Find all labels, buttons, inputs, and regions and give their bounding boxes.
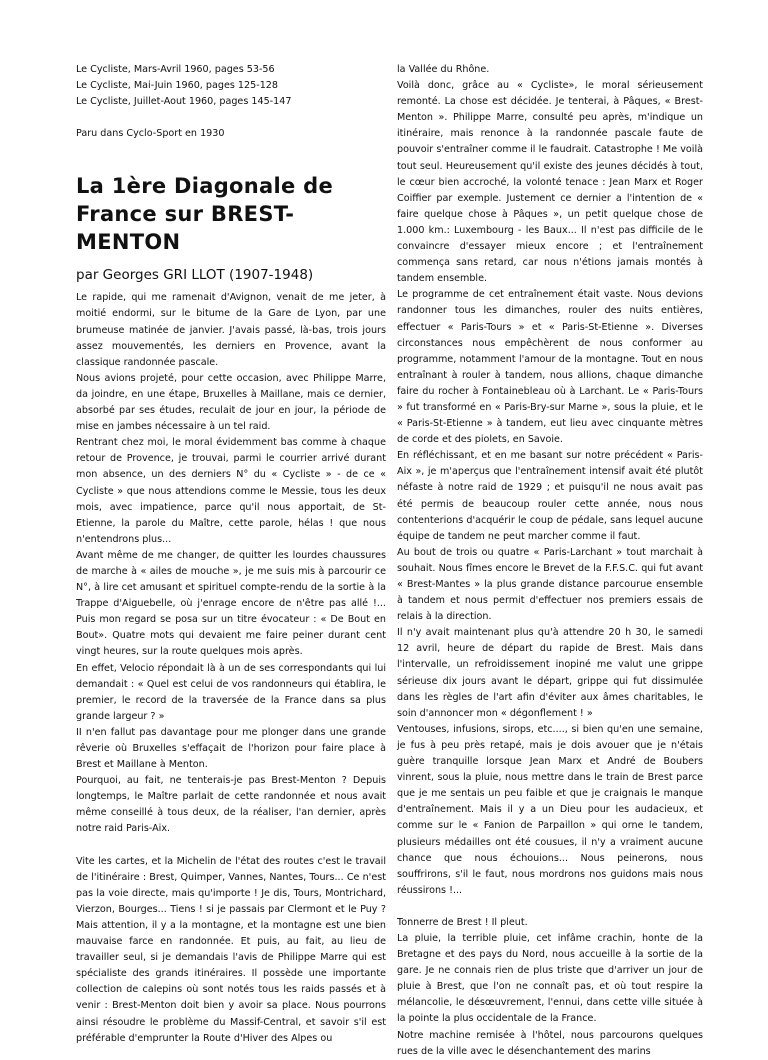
source-list [76, 62, 386, 110]
paragraph: La pluie, la terrible pluie, cet infâme crachin, honte de la Bretagne et des pays du Nord, nous accueille à la sortie de la gare. Je ne connais rien de plus triste que d'arriver un jour de pluie à Brest, que l'on ne connaît pas, et où tout respire la mélancolie, le désœuvrement, l'ennui, dans cette ville située à la pointe la plus occidentale de la France. [397, 932, 703, 1025]
left-column [76, 62, 386, 1047]
paragraph: Vite les cartes, et la Michelin de l'état des routes c'est le travail de l'itinéraire : Brest, Quimper, Vannes, Nantes, Tours... Ce n'est pas la voie directe, mais qu'importe ! Je dis, Tours, Montrichard, Vierzon, Bourges... Tiens ! si je passais par Clermont et le Puy ? Mais attention, il y a la montagne, et la montagne est une bien mauvaise farce en randonnée. Et puis, au fait, au lieu de travailler seul, si je demandais l'avis de Philippe Marre qui est spécialiste des grands itinéraires. Il possède une importante collection de calepins où sont notés tous les raids passés et à venir : Brest-Menton doit bien y avoir sa place. Nous pourrons ainsi résoudre le problème du Massif-Central, et savoir s'il est préférable d'emprunter la Route d'Hiver des Alpes ou [76, 855, 386, 1044]
source-line: Le Cycliste, Juillet-Aout 1960, pages 145-147 [76, 96, 292, 108]
paragraph: Le programme de cet entraînement était vaste. Nous devions randonner tous les dimanches, rouler des nuits entières, effectuer « Paris-Tours » et « Paris-St-Etienne ». Diverses circonstances nous empêchèrent de nous conformer au programme, notamment l'amour de la montagne. Tout en nous entraînant à rouler à tandem, nous allions, chaque dimanche faire du rocher à Fontainebleau où à Larchant. Le « Paris-Tours » fut transformé en « Paris-Bry-sur Marne », sous la pluie, et le « Paris-St-Etienne » à tandem, eut lieu avec cinquante mètres de corde et des piolets, en Savoie. [397, 289, 703, 446]
paragraph: En effet, Velocio répondait là à un de ses correspondants qui lui demandait : « Quel est celui de vos randonneurs qui établira, le premier, le record de la traversée de la France dans sa plus grande largeur ? » [76, 662, 386, 722]
paragraph: Au bout de trois ou quatre « Paris-Larchant » tout marchait à souhait. Nous fîmes encore le Brevet de la F.F.S.C. qui fut avant « Brest-Mantes » la plus grande distance parcourue ensemble à tandem et nous permit d'effectuer nos premiers essais de relais à la direction. [397, 546, 703, 623]
publication-note: Paru dans Cyclo-Sport en 1930 [76, 128, 225, 140]
paragraph: la Vallée du Rhône. [397, 64, 490, 75]
paragraph: Pourquoi, au fait, ne tenterais-je pas Brest-Menton ? Depuis longtemps, le Maître parlait de cette randonnée et nous avait même conseillé à tous deux, de la réaliser, l'an dernier, après notre raid Paris-Aix. [76, 775, 386, 835]
source-line: Le Cycliste, Mars-Avril 1960, pages 53-56 [76, 64, 275, 75]
paragraph: Ventouses, infusions, sirops, etc...., si bien qu'en une semaine, je fus à peu près retapé, mais je dois avouer que je n'étais guère tranquille lorsque Jean Marx et André de Boubers vinrent, sous la pluie, nous mettre dans le train de Brest parce que je me sentais un peu faible et que je craignais le manque d'entraînement. Mais il y a un Dieu pour les audacieux, et comme sur le « Fanion de Parpaillon » qui orne le tandem, plusieurs médailles ont été cousues, il n'y a vraiment aucune chance que nous échouions... Nous peinerons, nous souffrirons, s'il le faut, nous mordrons nos guidons mais nous réussirons !... [397, 723, 703, 896]
author-byline: par Georges GRI LLOT (1907-1948) [76, 267, 314, 284]
right-column [397, 62, 703, 1060]
paragraph: Nous avions projeté, pour cette occasion, avec Philippe Marre, da joindre, en une étape, Bruxelles à Maillane, mais ce dernier, absorbé par ses études, reculait de jour en jour, la période de mise en jambes nécessaire à un tel raid. [76, 372, 386, 433]
paragraph: Tonnerre de Brest ! Il pleut. [397, 916, 528, 928]
article-title: La 1ère Diagonale de France sur BREST-MENTON [76, 174, 334, 255]
paragraph: Le rapide, qui me ramenait d'Avignon, venait de me jeter, à moitié endormi, sur le bitume de la Gare de Lyon, par une brumeuse matinée de janvier. J'avais passé, là-bas, trois jours assez mouvementés, les derniers en Provence, avant la classique randonnée pascale. [76, 292, 386, 368]
paragraph: Avant même de me changer, de quitter les lourdes chaussures de marche à « ailes de mouche », je me suis mis à parcourir ce N°, à lire cet amusant et spirituel compte-rendu de la sortie à la Trappe d'Aiguebelle, où j'enrage encore de n'être pas allé !... Puis mon regard se posa sur un titre évocateur : « De Bout en Bout». Quatre mots qui devaient me faire peiner durant cent vingt heures, sur la route quelques mois après. [76, 549, 386, 658]
paragraph: Voilà donc, grâce au « Cycliste», le moral sérieusement remonté. La chose est décidée. Je tenterai, à Pâques, « Brest-Menton ». Philippe Marre, consulté peu après, m'indique un itinéraire, mais renonce à la randonnée pascale faute de pouvoir s'entraîner comme il le faudrait. Catastrophe ! Me voilà tout seul. Heureusement qu'il existe des jeunes décidés à tout, le cœur bien accroché, la volonté tenace : Jean Marx et Roger Coiffier par exemple. Justement ce dernier a l'intention de « faire quelque chose à Pâques », un petit quelque chose de 1.000 km.: Luxembourg - les Baux... Il n'est pas difficile de le convaincre d'essayer mieux encore ; et l'entraînement commença sans retard, car nous n'étions jamais montés à tandem ensemble. [397, 80, 703, 285]
paragraph: II n'en fallut pas davantage pour me plonger dans une grande rêverie où Bruxelles s'effaçait de l'horizon pour faire place à Brest et Maillane à Menton. [76, 726, 386, 771]
source-line: Le Cycliste, Mai-Juin 1960, pages 125-128 [76, 80, 279, 92]
paragraph: Notre machine remisée à l'hôtel, nous parcourons quelques rues de la ville avec le désenchantement des marins [397, 1029, 703, 1057]
paragraph: Il n'y avait maintenant plus qu'à attendre 20 h 30, le samedi 12 avril, heure de départ du rapide de Brest. Mais dans l'intervalle, un refroidissement inopiné me valut une grippe sérieuse dix jours avant le départ, grippe qui fut dissimulée dans les règles de l'art afin d'éviter aux âmes charitables, le soin d'annoncer mon « dégonflement ! » [397, 627, 703, 719]
paragraph: En réfléchissant, et en me basant sur notre précédent « Paris-Aix », je m'aperçus que l'entraînement intensif avait été plutôt néfaste à notre raid de 1929 ; et puisqu'il ne nous avait pas été permis de beaucoup rouler cette année, nous nous contenterions d'acquérir le coup de pédale, sans lequel aucune équipe de tandem ne peut marcher comme il faut. [397, 450, 703, 542]
paragraph: Rentrant chez moi, le moral évidemment bas comme à chaque retour de Provence, je trouvai, parmi le courrier arrivé durant mon absence, un des derniers N° du « Cycliste » - de ce « Cycliste » que nous attendions comme le Messie, tous les deux mois, avec impatience, parce qu'il nous apportait, de St-Etienne, la parole du Maître, cette parole, hélas ! que nous n'entendrons plus... [76, 437, 386, 545]
